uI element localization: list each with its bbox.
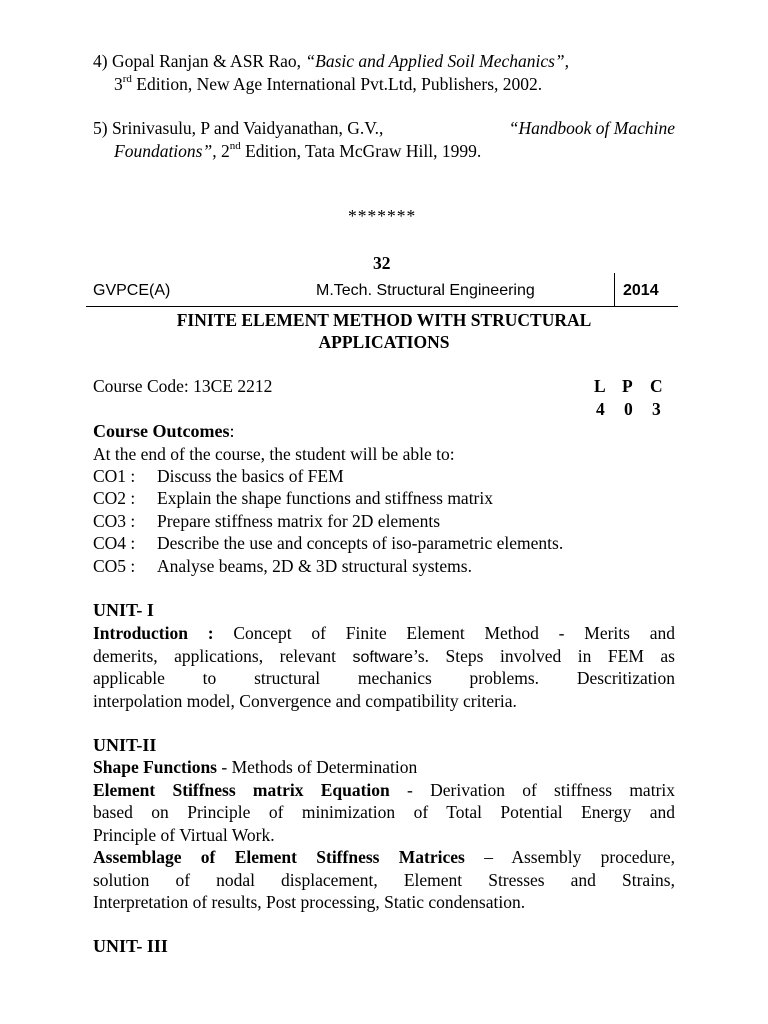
- page-number: 32: [373, 253, 391, 273]
- reference-4-title: “Basic and Applied Soil Mechanics”,: [305, 51, 570, 71]
- unit1-lead: Introduction :: [93, 623, 214, 643]
- unit2-asm-lead: Assemblage of Element Stiffness Matrices: [93, 847, 465, 867]
- reference-4-edition-sup: rd: [122, 73, 132, 85]
- lpc-headers: [594, 375, 678, 397]
- reference-5-edition-sup: nd: [229, 140, 241, 152]
- outcome-code: CO3 :: [93, 511, 136, 531]
- unit1-line3-text: applicable to structural mechanics problems. Descritization: [93, 668, 675, 688]
- course-title-line2: APPLICATIONS: [318, 332, 450, 352]
- unit1-line1: [93, 622, 675, 645]
- unit2-shape-lead: Shape Functions: [93, 757, 217, 777]
- outcome-item: [93, 487, 493, 509]
- outcome-code: CO1 :: [93, 466, 136, 486]
- header-vertical-divider: [614, 273, 615, 306]
- reference-5-edition-num: 2: [220, 141, 230, 161]
- unit1-body: [93, 622, 675, 712]
- outcomes-intro: At the end of the course, the student will be able to:: [93, 444, 455, 464]
- header-year: 2014: [623, 282, 659, 299]
- outcome-text: Analyse beams, 2D & 3D structural systems.: [157, 556, 472, 576]
- unit2-asm-line3: Interpretation of results, Post processing, Static condensation.: [93, 892, 526, 912]
- unit2-body: [93, 756, 675, 914]
- outcomes-heading: [93, 420, 235, 442]
- outcome-item: [93, 555, 472, 577]
- unit2-esm-lead: Element Stiffness matrix Equation: [93, 779, 390, 800]
- outcomes-heading-suffix: :: [229, 421, 235, 441]
- outcome-item: [93, 510, 440, 532]
- reference-4-number: 4): [93, 51, 108, 71]
- reference-5-rest: Edition, Tata McGraw Hill, 1999.: [240, 141, 482, 161]
- unit1-line3: [93, 667, 675, 690]
- reference-5-number: 5): [93, 118, 108, 138]
- outcome-text: Explain the shape functions and stiffness matrix: [157, 488, 493, 508]
- outcomes-heading-text: Course Outcomes: [93, 421, 230, 441]
- header-rule: [86, 306, 678, 307]
- outcome-item: [93, 465, 344, 487]
- lpc-value-c: 3: [652, 399, 661, 419]
- outcome-code: CO4 :: [93, 533, 136, 553]
- reference-4: [93, 50, 569, 72]
- unit2-esm-line1: [93, 779, 675, 802]
- reference-5-title-line2: Foundations”,: [114, 141, 217, 161]
- unit2-heading: UNIT-II: [93, 735, 157, 755]
- lpc-value-p: 0: [624, 399, 633, 419]
- unit2-esm-line2: based on Principle of minimization of Total Potential Energy and: [93, 802, 675, 822]
- unit2-asm-line2: solution of nodal displacement, Element Stresses and Strains,: [93, 869, 675, 890]
- reference-4-edition-num: 3: [114, 74, 123, 94]
- lpc-header-c: C: [650, 376, 663, 396]
- reference-4-rest: Edition, New Age International Pvt.Ltd, Publishers, 2002.: [131, 74, 543, 94]
- outcome-item: [93, 532, 563, 554]
- reference-4-edition: [114, 73, 542, 95]
- unit2-shape-text: - Methods of Determination: [217, 757, 418, 777]
- outcome-code: CO2 :: [93, 488, 136, 508]
- lpc-value-l: 4: [596, 399, 605, 419]
- unit2-shape-line: [93, 756, 675, 779]
- lpc-header-l: L: [594, 376, 606, 396]
- unit1-line2: [93, 645, 675, 668]
- unit2-asm-line1: [93, 846, 675, 869]
- reference-5-line2: [114, 140, 481, 162]
- unit1-line2-b: software: [352, 648, 413, 666]
- header-program: M.Tech. Structural Engineering: [316, 282, 535, 299]
- unit2-esm-line3: Principle of Virtual Work.: [93, 824, 275, 845]
- outcome-code: CO5 :: [93, 556, 136, 576]
- unit1-line4: interpolation model, Convergence and compatibility criteria.: [93, 690, 517, 711]
- reference-5: [93, 117, 675, 139]
- separator-stars: *******: [348, 206, 417, 226]
- lpc-values: [596, 398, 680, 420]
- outcome-text: Prepare stiffness matrix for 2D elements: [157, 511, 440, 531]
- header-institution: GVPCE(A): [93, 282, 171, 299]
- course-code: Course Code: 13CE 2212: [93, 376, 273, 396]
- unit1-line1-text: Concept of Finite Element Method - Merits and: [213, 623, 675, 643]
- outcome-text: Describe the use and concepts of iso-parametric elements.: [157, 533, 564, 553]
- unit1-heading: UNIT- I: [93, 600, 154, 620]
- reference-4-authors: Gopal Ranjan & ASR Rao,: [111, 51, 302, 71]
- reference-5-authors: Srinivasulu, P and Vaidyanathan, G.V.,: [111, 118, 384, 138]
- reference-5-title-line1: “Handbook of Machine: [508, 118, 675, 138]
- unit1-line2-a: demerits, applications, relevant: [93, 645, 353, 666]
- outcome-text: Discuss the basics of FEM: [157, 466, 344, 486]
- unit2-esm-line1-text: - Derivation of stiffness matrix: [389, 779, 676, 800]
- unit1-line2-c: ’s. Steps involved in FEM as: [412, 645, 675, 666]
- lpc-header-p: P: [622, 376, 633, 396]
- course-title-line1: FINITE ELEMENT METHOD WITH STRUCTURAL: [176, 310, 592, 330]
- unit2-asm-line1-text: – Assembly procedure,: [464, 847, 675, 867]
- unit3-heading: UNIT- III: [93, 936, 168, 956]
